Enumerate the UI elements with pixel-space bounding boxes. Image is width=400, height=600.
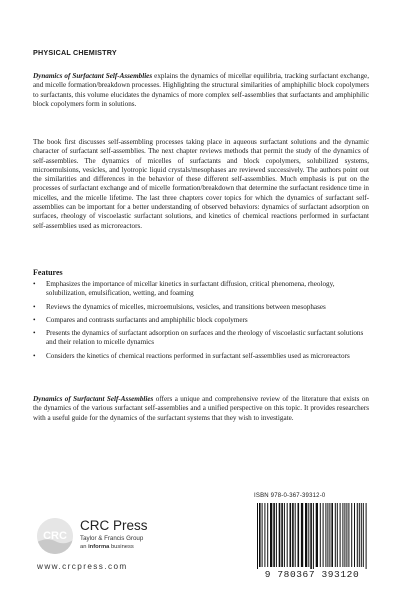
bullet-icon: • [33, 329, 36, 338]
barcode-bar [292, 503, 294, 567]
feature-text: Compares and contrasts surfactants and amphiphilic block copolymers [46, 315, 248, 324]
bullet-icon: • [33, 351, 36, 360]
features-heading: Features [33, 268, 63, 277]
barcode-bar [316, 503, 318, 567]
barcode-bar [366, 503, 367, 571]
business-prefix: an [80, 544, 89, 550]
barcode-bar [313, 503, 314, 571]
feature-item [33, 303, 369, 312]
barcode-bar [270, 503, 272, 567]
feature-item [33, 280, 369, 299]
barcode-digits: 9 780367 393120 [253, 569, 371, 580]
paragraph-intro [33, 72, 369, 109]
title-ref: Dynamics of Surfactant Self-Assemblies [33, 395, 154, 403]
barcode-bar [287, 503, 288, 567]
feature-text: Emphasizes the importance of micellar kinetics in surfactant diffusion, critical phenomena, rheology, solubilization, emulsification, wetting, and foaming [46, 280, 335, 298]
barcode-bar [295, 503, 296, 567]
category-heading: PHYSICAL CHEMISTRY [33, 48, 117, 57]
barcode-bar [344, 503, 345, 567]
barcode-bar [276, 503, 277, 567]
barcode-bar [305, 503, 307, 567]
barcode-bar [267, 503, 268, 567]
barcode-bar [273, 503, 275, 567]
barcode-icon [253, 503, 371, 573]
crc-logo-letters: CRC [43, 530, 67, 542]
barcode-bar [351, 503, 352, 567]
bullet-icon: • [33, 280, 36, 288]
publisher-business [80, 544, 134, 550]
barcode-bar [257, 503, 258, 571]
feature-text: Considers the kinetics of chemical reactions performed in surfactant self-assemblies used as microreactors [46, 351, 350, 360]
feature-text: Presents the dynamics of surfactant adsorption on surfaces and the rheology of viscoelastic surfactant solutions and their relation to micelle dynamics [46, 329, 364, 347]
barcode-bar [327, 503, 328, 567]
barcode-bar [281, 503, 283, 567]
publisher-group: Taylor & Francis Group [80, 535, 144, 542]
barcode-bar [264, 503, 265, 567]
barcode-bar [279, 503, 281, 567]
bullet-icon: • [33, 302, 36, 311]
paragraph-summary [33, 395, 369, 423]
isbn-label: ISBN 978-0-367-39312-0 [254, 493, 326, 499]
publisher-url: www.crcpress.com [37, 562, 128, 571]
barcode-bar [346, 503, 347, 567]
feature-item [33, 352, 369, 361]
business-suffix: business [109, 544, 134, 550]
barcode-bar [320, 503, 321, 567]
barcode-bar [348, 503, 349, 567]
barcode-bar [335, 503, 336, 567]
features-list [33, 280, 369, 365]
crc-logo-icon [37, 518, 73, 554]
barcode-bar [357, 503, 358, 567]
feature-item [33, 316, 369, 325]
paragraph-overview: The book first discusses self-assembling processes taking place in aqueous surfactant solutions and the dynamic character of surfactant self-assemblies. The next chapter reviews methods that permit the study of the dynamics of self-assemblies. The dynamics of micelles of surfactants and block copolymers, solubilized systems, microemulsions, vesicles, and lyotropic liquid crystals/mesophases are reviewed successively. The authors point out the similarities and differences in the behavior of these different self-assemblies. Much emphasis is put on the processes of surfactant exchange and of micelle formation/breakdown that determine the surfactant residence time in micelles, and the micelle lifetime. The last three chapters cover topics for which the dynamics of surfactant self-assemblies can be important for a better understanding of observed behaviors: dynamics of surfactant adsorption on surfaces, rheology of viscoelastic surfactant solutions, and kinetics of chemical reactions performed in surfactant self-assemblies used as microreactors. [33, 138, 369, 230]
paragraph-summary-text: offers a unique and comprehensive review of the literature that exists on the dynamics of the various surfactant self-assemblies and a unified perspective on this topic. It provides researchers with a useful guide for the dynamics of the surfactant systems that they wish to investigate. [33, 395, 369, 422]
barcode-bar [259, 503, 261, 567]
barcode-bar [262, 503, 263, 567]
barcode-bar [310, 503, 312, 571]
barcode-bar [361, 503, 362, 567]
barcode-bar [298, 503, 300, 567]
barcode-bar [359, 503, 360, 567]
barcode-bar [308, 503, 309, 567]
barcode-bar [284, 503, 285, 567]
barcode-bar [325, 503, 326, 567]
barcode-bar [331, 503, 333, 567]
bullet-icon: • [33, 315, 36, 324]
barcode-bar [342, 503, 343, 567]
title-ref: Dynamics of Surfactant Self-Assemblies [33, 72, 153, 80]
barcode-bar [323, 503, 324, 567]
barcode-bar [301, 503, 303, 567]
barcode-bar [290, 503, 292, 567]
barcode-bar [354, 503, 355, 567]
barcode-bar [337, 503, 338, 567]
feature-item [33, 329, 369, 348]
barcode-bar [340, 503, 341, 567]
barcode-bar [363, 503, 364, 567]
barcode-bar [329, 503, 330, 567]
business-brand: informa [88, 544, 110, 550]
paragraph-intro-text: explains the dynamics of micellar equilibria, tracking surfactant exchange, and micelle formation/breakdown processes. Highlighting the structural similarities of amphiphilic block copolymers to surfactants, this volume elucidates the dynamics of more complex self-assemblies that surfactants and amphiphilic block copolymers form in solutions. [33, 72, 370, 108]
feature-text: Reviews the dynamics of micelles, microemulsions, vesicles, and transitions between mesophases [46, 302, 326, 311]
publisher-name: CRC Press [80, 518, 148, 533]
